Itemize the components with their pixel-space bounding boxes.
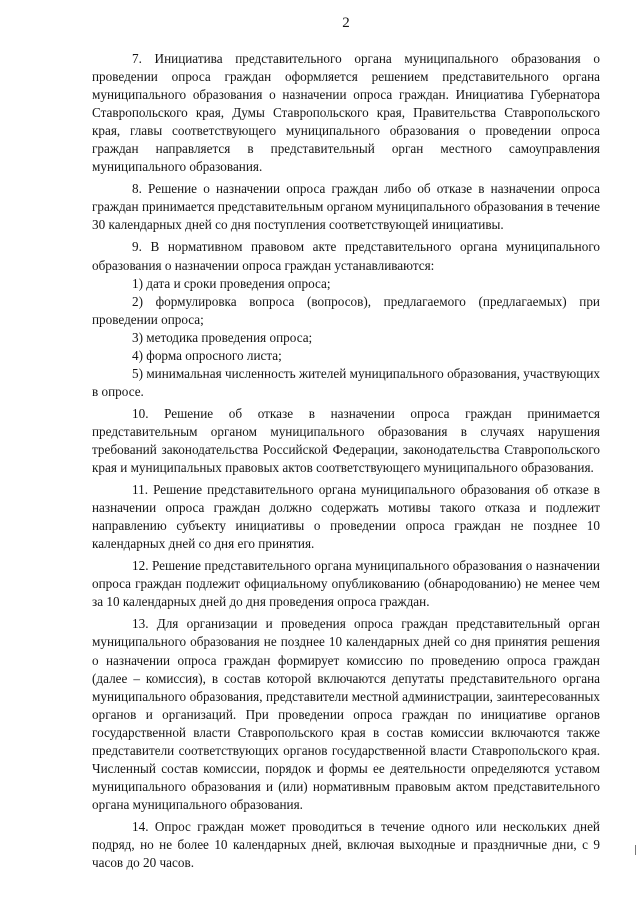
- paragraph-9-list: [92, 275, 600, 401]
- list-item: 3) методика проведения опроса;: [132, 329, 313, 345]
- page-number: 2: [342, 15, 350, 31]
- paragraph-10: 10. Решение об отказе в назначении опроса граждан принимается представительным органом муниципального образования в случаях нарушения требований законодательства Российской Федерации, законодательства Ставропольского края и муниципальных правовых актов соответствующего муниципального образования.: [92, 405, 600, 476]
- list-item: 2) формулировка вопроса (вопросов), предлагаемого (предлагаемых) при проведении опроса;: [92, 293, 600, 327]
- paragraph-9: 9. В нормативном правовом акте представительного органа муниципального образования о назначении опроса граждан устанавливаются:: [92, 239, 600, 273]
- paragraph-7: 7. Инициатива представительного органа муниципального образования о проведении опроса граждан оформляется решением представительного органа муниципального образования о назначении опроса граждан. Инициатива Губернатора Ставропольского края, Думы Ставропольского края, Правительства Ставропольского края, главы соответствующего муниципального образования о проведении опроса граждан направляется в представительный орган местного самоуправления муниципального образования.: [92, 51, 600, 175]
- paragraph-11: 11. Решение представительного органа муниципального образования об отказе в назначении опроса граждан должно содержать мотивы такого отказа и подлежит направлению субъекту инициативы о проведении опроса граждан не позднее 10 календарных дней со дня его принятия.: [92, 482, 600, 552]
- paragraph-8: 8. Решение о назначении опроса граждан либо об отказе в назначении опроса граждан принимается представительным органом муниципального образования в течение 30 календарных дней со дня поступления соответствующей инициативы.: [92, 181, 600, 233]
- list-item: 1) дата и сроки проведения опроса;: [132, 275, 331, 291]
- document-page: [92, 14, 600, 894]
- scan-margin-mark: [635, 845, 636, 855]
- list-item: 5) минимальная численность жителей муниципального образования, участвующих в опросе.: [92, 365, 600, 399]
- paragraph-14: 14. Опрос граждан может проводиться в течение одного или нескольких дней подряд, но не более 10 календарных дней, включая выходные и праздничные дни, с 9 часов до 20 часов.: [92, 818, 600, 871]
- list-item: 4) форма опросного листа;: [132, 347, 282, 363]
- paragraph-13: 13. Для организации и проведения опроса граждан представительный орган муниципального образования не позднее 10 календарных дней со дня принятия решения о назначении опроса граждан формирует комиссию по проведению опроса граждан (далее – комиссия), в состав которой включаются депутаты представительного органа муниципального образования, представители местной администрации, заинтересованных органов и организаций. При проведении опроса граждан по инициативе органов государственной власти Ставропольского края в состав комиссии включаются также представители соответствующих органов государственной власти Ставропольского края. Численный состав комиссии, порядок и формы ее деятельности определяются уставом муниципального образования и (или) нормативным правовым актом представительного органа муниципального образования.: [92, 616, 600, 812]
- paragraph-12: 12. Решение представительного органа муниципального образования о назначении опроса граждан подлежит официальному опубликованию (обнародованию) не менее чем за 10 календарных дней до дня проведения опроса граждан.: [92, 558, 600, 610]
